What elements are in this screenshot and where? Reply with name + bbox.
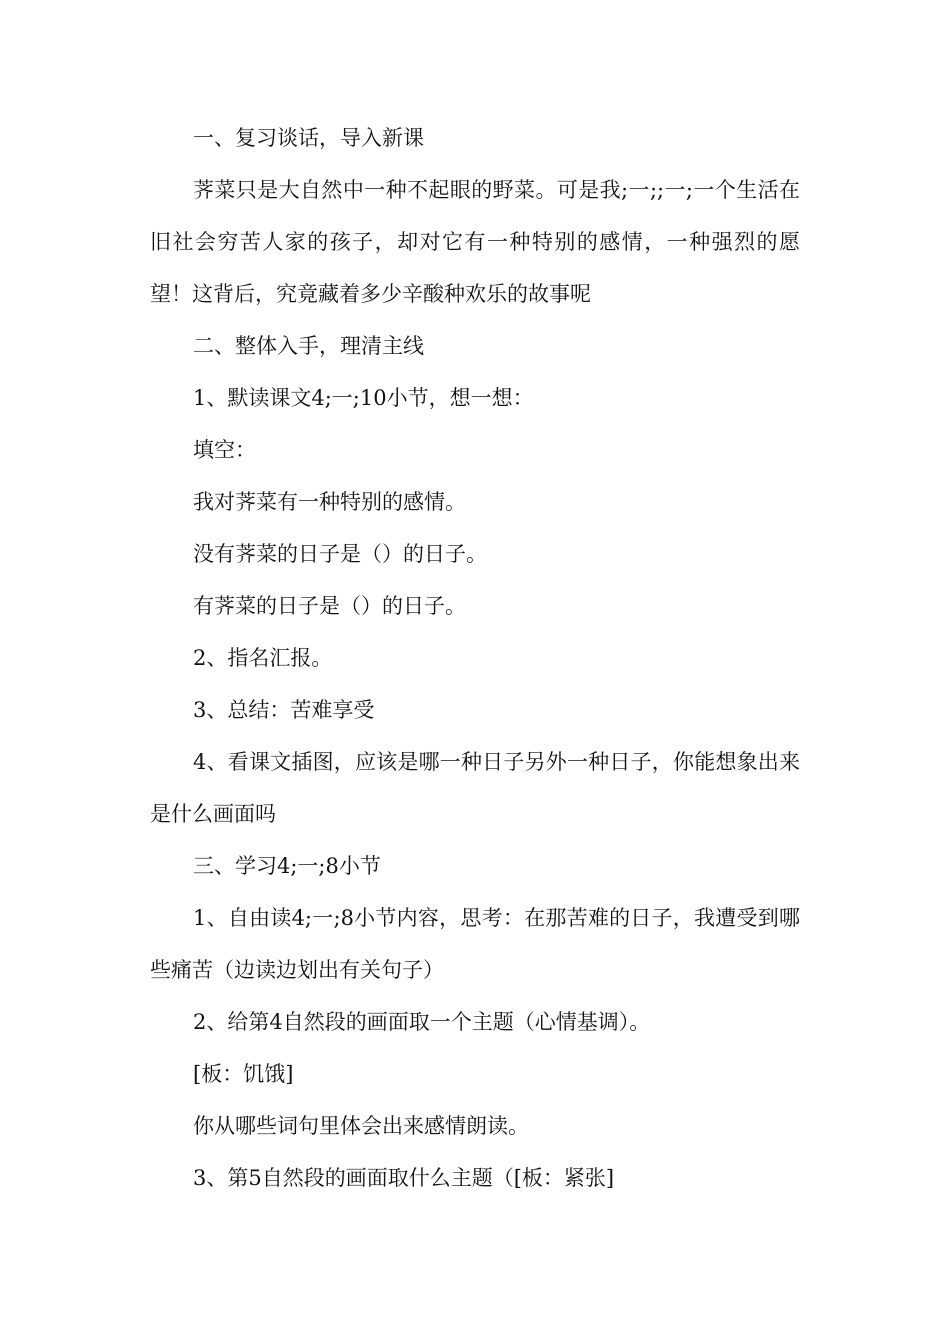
paragraph-task-4: 4、看课文插图，应该是哪一种日子另外一种日子，你能想象出来是什么画面吗 [150, 750, 800, 826]
paragraph-study-2: 2、给第4自然段的画面取一个主题（心情基调）。 [193, 1010, 651, 1034]
paragraph-intro: 荠菜只是大自然中一种不起眼的野菜。可是我;一;;一;一个生活在旧社会穷苦人家的孩子，却对它有一种特别的感情，一种强烈的愿望！这背后，究竟藏着多少辛酸种欢乐的故事呢 [150, 178, 800, 306]
heading-review: 一、复习谈话，导入新课 [193, 126, 424, 150]
paragraph-study-3: 3、第5自然段的画面取什么主题（[板：紧张] [193, 1166, 615, 1190]
paragraph-task-1: 1、默读课文4;一;10小节，想一想： [193, 386, 534, 410]
document-body [150, 112, 800, 1204]
paragraph-study-1: 1、自由读4;一;8小节内容，思考：在那苦难的日子，我遭受到哪些痛苦（边读边划出有关句子） [150, 906, 800, 982]
paragraph-without-shepherds-purse: 没有荠菜的日子是（）的日子。 [193, 542, 487, 566]
paragraph-board-hunger: [板：饥饿] [193, 1062, 294, 1086]
paragraph-task-2: 2、指名汇报。 [193, 646, 333, 670]
paragraph-task-3: 3、总结：苦难享受 [193, 698, 375, 722]
paragraph-feeling: 我对荠菜有一种特别的感情。 [193, 490, 466, 514]
paragraph-fill-blank: 填空： [193, 438, 256, 462]
heading-overview: 二、整体入手，理清主线 [193, 334, 424, 358]
paragraph-with-shepherds-purse: 有荠菜的日子是（）的日子。 [193, 594, 466, 618]
heading-study: 三、学习4;一;8小节 [193, 854, 381, 878]
paragraph-read-aloud: 你从哪些词句里体会出来感情朗读。 [193, 1114, 529, 1138]
